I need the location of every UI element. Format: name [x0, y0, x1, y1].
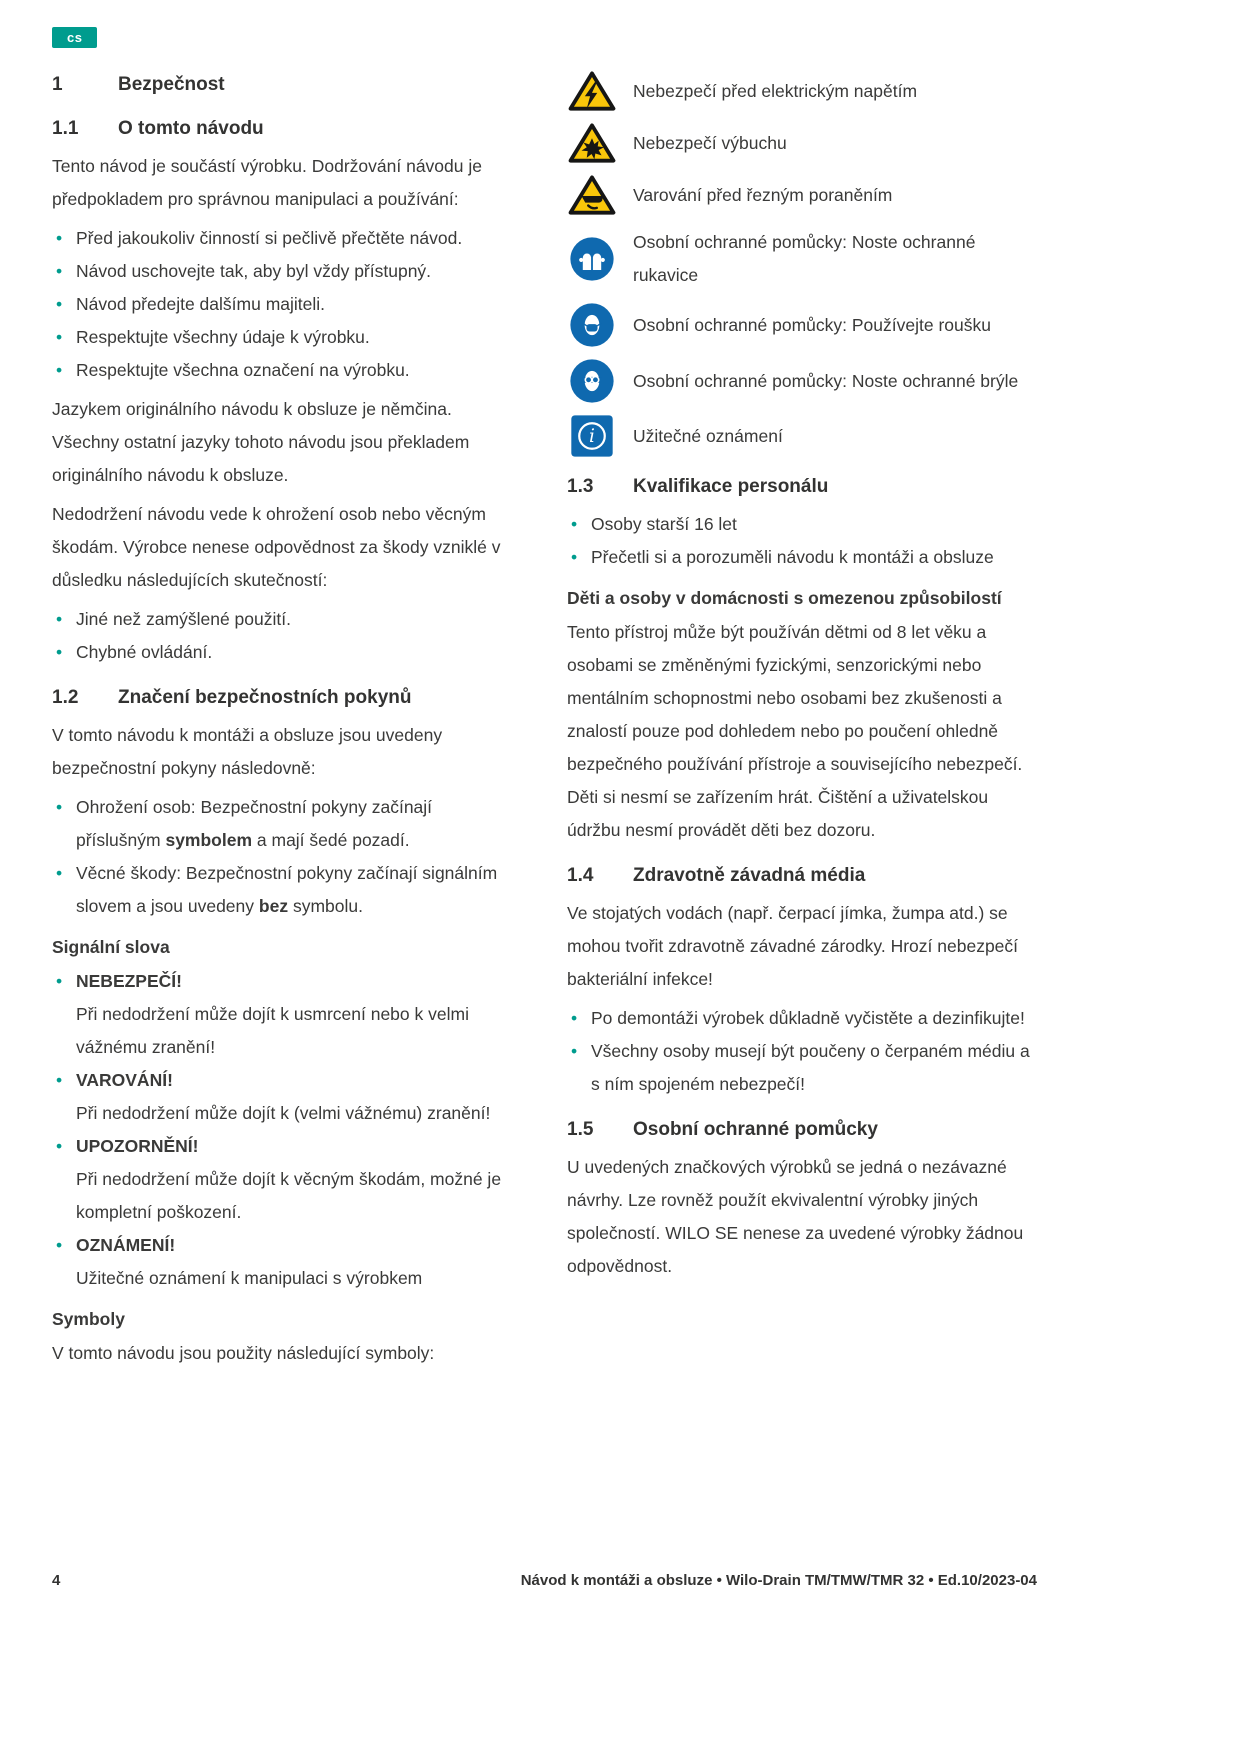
- paragraph: Nedodržení návodu vede k ohrožení osob nebo věcným škodám. Výrobce nenese odpovědnost za škody vzniklé v důsledku následujících skutečností:: [52, 504, 501, 590]
- bullet-dot: •: [571, 547, 578, 567]
- bullet-dot: •: [571, 1041, 578, 1061]
- list-item: [52, 1130, 519, 1229]
- section-title: Bezpečnost: [118, 74, 225, 95]
- section-number: 1.1: [52, 118, 79, 139]
- section-heading-1-4: [567, 861, 1037, 891]
- symbol-label: Nebezpečí výbuchu: [633, 132, 787, 153]
- bullet-dot: •: [56, 863, 63, 883]
- symbol-legend-row: [567, 70, 1037, 112]
- section-heading-1: [52, 70, 519, 100]
- symbol-legend-row: [567, 226, 1037, 292]
- list-item: • Chybné ovládání.: [52, 636, 519, 669]
- symbol-label: Osobní ochranné pomůcky: Noste ochranné rukavice: [633, 232, 976, 285]
- list-item: • Ohrožení osob: Bezpečnostní pokyny začínají příslušným symbolem a mají šedé pozadí.: [52, 791, 519, 857]
- signal-word-description: Při nedodržení může dojít k usmrcení nebo k velmi vážnému zranění!: [76, 1004, 469, 1057]
- bullet-dot: •: [56, 294, 63, 314]
- section-heading-1-2: [52, 683, 519, 713]
- paragraph: Tento přístroj může být používán dětmi od 8 let věku a osobami se změněnými fyzickými, senzorickými nebo mentálním schopnostmi nebo osobami bez zkušenosti a znalostí pouze pod dohledem nebo po poučení ohledně bezpečného používání přístroje a souvisejícího nebezpečí. Děti si nesmí se zařízením hrát. Čištění a uživatelskou údržbu nesmí provádět děti bez dozoru.: [567, 622, 1023, 840]
- bullet-list: [52, 222, 519, 387]
- list-item: • Osoby starší 16 let: [567, 508, 1037, 541]
- left-column: [52, 70, 519, 1376]
- list-item: [52, 965, 519, 1064]
- symbol-label: Užitečné oznámení: [633, 425, 783, 446]
- goggles-mandatory-icon: [567, 358, 617, 404]
- section-title: O tomto návodu: [118, 118, 264, 139]
- section-heading-1-1: [52, 114, 519, 144]
- signal-word-description: Při nedodržení může dojít k (velmi vážnému) zranění!: [76, 1103, 491, 1123]
- page-footer: [52, 1572, 1037, 1589]
- bullet-dot: •: [56, 797, 63, 817]
- signal-word: UPOZORNĚNÍ!: [76, 1136, 199, 1156]
- section-title: Značení bezpečnostních pokynů: [118, 687, 412, 708]
- signal-word: NEBEZPEČÍ!: [76, 971, 182, 991]
- paragraph: U uvedených značkových výrobků se jedná o nezávazné návrhy. Lze rovněž použít ekvivalentní výrobky jiných společností. WILO SE nenese za uvedené výrobky žádnou odpovědnost.: [567, 1157, 1024, 1276]
- cut-warning-icon: [567, 174, 617, 216]
- gloves-mandatory-icon: [567, 236, 617, 282]
- language-badge: cs: [52, 27, 97, 48]
- signal-word-description: Užitečné oznámení k manipulaci s výrobkem: [76, 1268, 423, 1288]
- high-voltage-warning-icon: [567, 70, 617, 112]
- paragraph: Jazykem originálního návodu k obsluze je němčina. Všechny ostatní jazyky tohoto návodu jsou překladem originálního návodu k obsluze.: [52, 399, 470, 485]
- list-item: • Návod předejte dalšímu majiteli.: [52, 288, 519, 321]
- bullet-dot: •: [56, 228, 63, 248]
- section-title: Zdravotně závadná média: [633, 865, 866, 886]
- list-item: [52, 1229, 519, 1295]
- explosion-warning-icon: [567, 122, 617, 164]
- subheading-symbols: Symboly: [52, 1309, 125, 1329]
- list-item: • Věcné škody: Bezpečnostní pokyny začínají signálním slovem a jsou uvedeny bez symbolu.: [52, 857, 519, 923]
- section-number: 1.4: [567, 865, 594, 886]
- bullet-dot: •: [56, 360, 63, 380]
- bullet-list: [567, 1002, 1037, 1101]
- page-number: 4: [52, 1572, 61, 1589]
- subheading-children: Děti a osoby v domácnosti s omezenou způsobilostí: [567, 588, 1002, 608]
- section-number: 1.5: [567, 1119, 594, 1140]
- bullet-dot: •: [56, 971, 63, 991]
- info-icon: [567, 414, 617, 458]
- bullet-list: [52, 791, 519, 923]
- paragraph: Ve stojatých vodách (např. čerpací jímka, žumpa atd.) se mohou tvořit zdravotně závadné zárodky. Hrozí nebezpečí bakteriální infekce!: [567, 903, 1019, 989]
- symbol-legend-row: [567, 122, 1037, 164]
- bullet-dot: •: [56, 1070, 63, 1090]
- list-item: • Před jakoukoliv činností si pečlivě přečtěte návod.: [52, 222, 519, 255]
- symbol-legend-row: [567, 358, 1037, 404]
- bullet-dot: •: [56, 1136, 63, 1156]
- signal-word-description: Při nedodržení může dojít k věcným škodám, možné je kompletní poškození.: [76, 1169, 502, 1222]
- bullet-dot: •: [56, 609, 63, 629]
- bullet-list: [52, 603, 519, 669]
- list-item: • Jiné než zamýšlené použití.: [52, 603, 519, 636]
- bullet-list: [567, 508, 1037, 574]
- list-item: • Po demontáži výrobek důkladně vyčistěte a dezinfikujte!: [567, 1002, 1037, 1035]
- list-item: • Přečetli si a porozuměli návodu k montáži a obsluze: [567, 541, 1037, 574]
- bullet-list: [52, 965, 519, 1295]
- list-item: • Respektujte všechna označení na výrobku.: [52, 354, 519, 387]
- list-item: [52, 1064, 519, 1130]
- subheading-signal-words: Signální slova: [52, 937, 170, 957]
- signal-word: VAROVÁNÍ!: [76, 1070, 173, 1090]
- section-title: Kvalifikace personálu: [633, 476, 829, 497]
- symbol-legend-row: [567, 414, 1037, 458]
- footer-text: Návod k montáži a obsluze • Wilo-Drain TM/TMW/TMR 32 • Ed.10/2023-04: [520, 1572, 1037, 1589]
- symbol-label: Osobní ochranné pomůcky: Používejte roušku: [633, 314, 991, 335]
- section-heading-1-5: [567, 1115, 1037, 1145]
- bullet-dot: •: [56, 261, 63, 281]
- paragraph: V tomto návodu k montáži a obsluze jsou uvedeny bezpečnostní pokyny následovně:: [52, 725, 443, 778]
- paragraph: Tento návod je součástí výrobku. Dodržování návodu je předpokladem pro správnou manipulaci a používání:: [52, 156, 482, 209]
- mask-mandatory-icon: [567, 302, 617, 348]
- bullet-dot: •: [56, 327, 63, 347]
- section-number: 1.3: [567, 476, 594, 497]
- symbol-legend-row: [567, 174, 1037, 216]
- list-item: • Respektujte všechny údaje k výrobku.: [52, 321, 519, 354]
- symbol-label: Nebezpečí před elektrickým napětím: [633, 80, 918, 101]
- symbol-label: Osobní ochranné pomůcky: Noste ochranné brýle: [633, 370, 1019, 391]
- symbol-legend-row: [567, 302, 1037, 348]
- page-content: [52, 70, 1037, 1376]
- section-title: Osobní ochranné pomůcky: [633, 1119, 878, 1140]
- bullet-dot: •: [571, 1008, 578, 1028]
- signal-word: OZNÁMENÍ!: [76, 1235, 176, 1255]
- bullet-dot: •: [56, 1235, 63, 1255]
- right-column: [567, 70, 1037, 1376]
- svg-text:i: i: [589, 426, 595, 448]
- list-item: • Návod uschovejte tak, aby byl vždy přístupný.: [52, 255, 519, 288]
- section-number: 1: [52, 74, 63, 95]
- section-heading-1-3: [567, 472, 1037, 502]
- bullet-dot: •: [571, 514, 578, 534]
- section-number: 1.2: [52, 687, 79, 708]
- bullet-dot: •: [56, 642, 63, 662]
- list-item: • Všechny osoby musejí být poučeny o čerpaném médiu a s ním spojeném nebezpečí!: [567, 1035, 1037, 1101]
- paragraph: V tomto návodu jsou použity následující symboly:: [52, 1343, 435, 1363]
- symbol-label: Varování před řezným poraněním: [633, 184, 893, 205]
